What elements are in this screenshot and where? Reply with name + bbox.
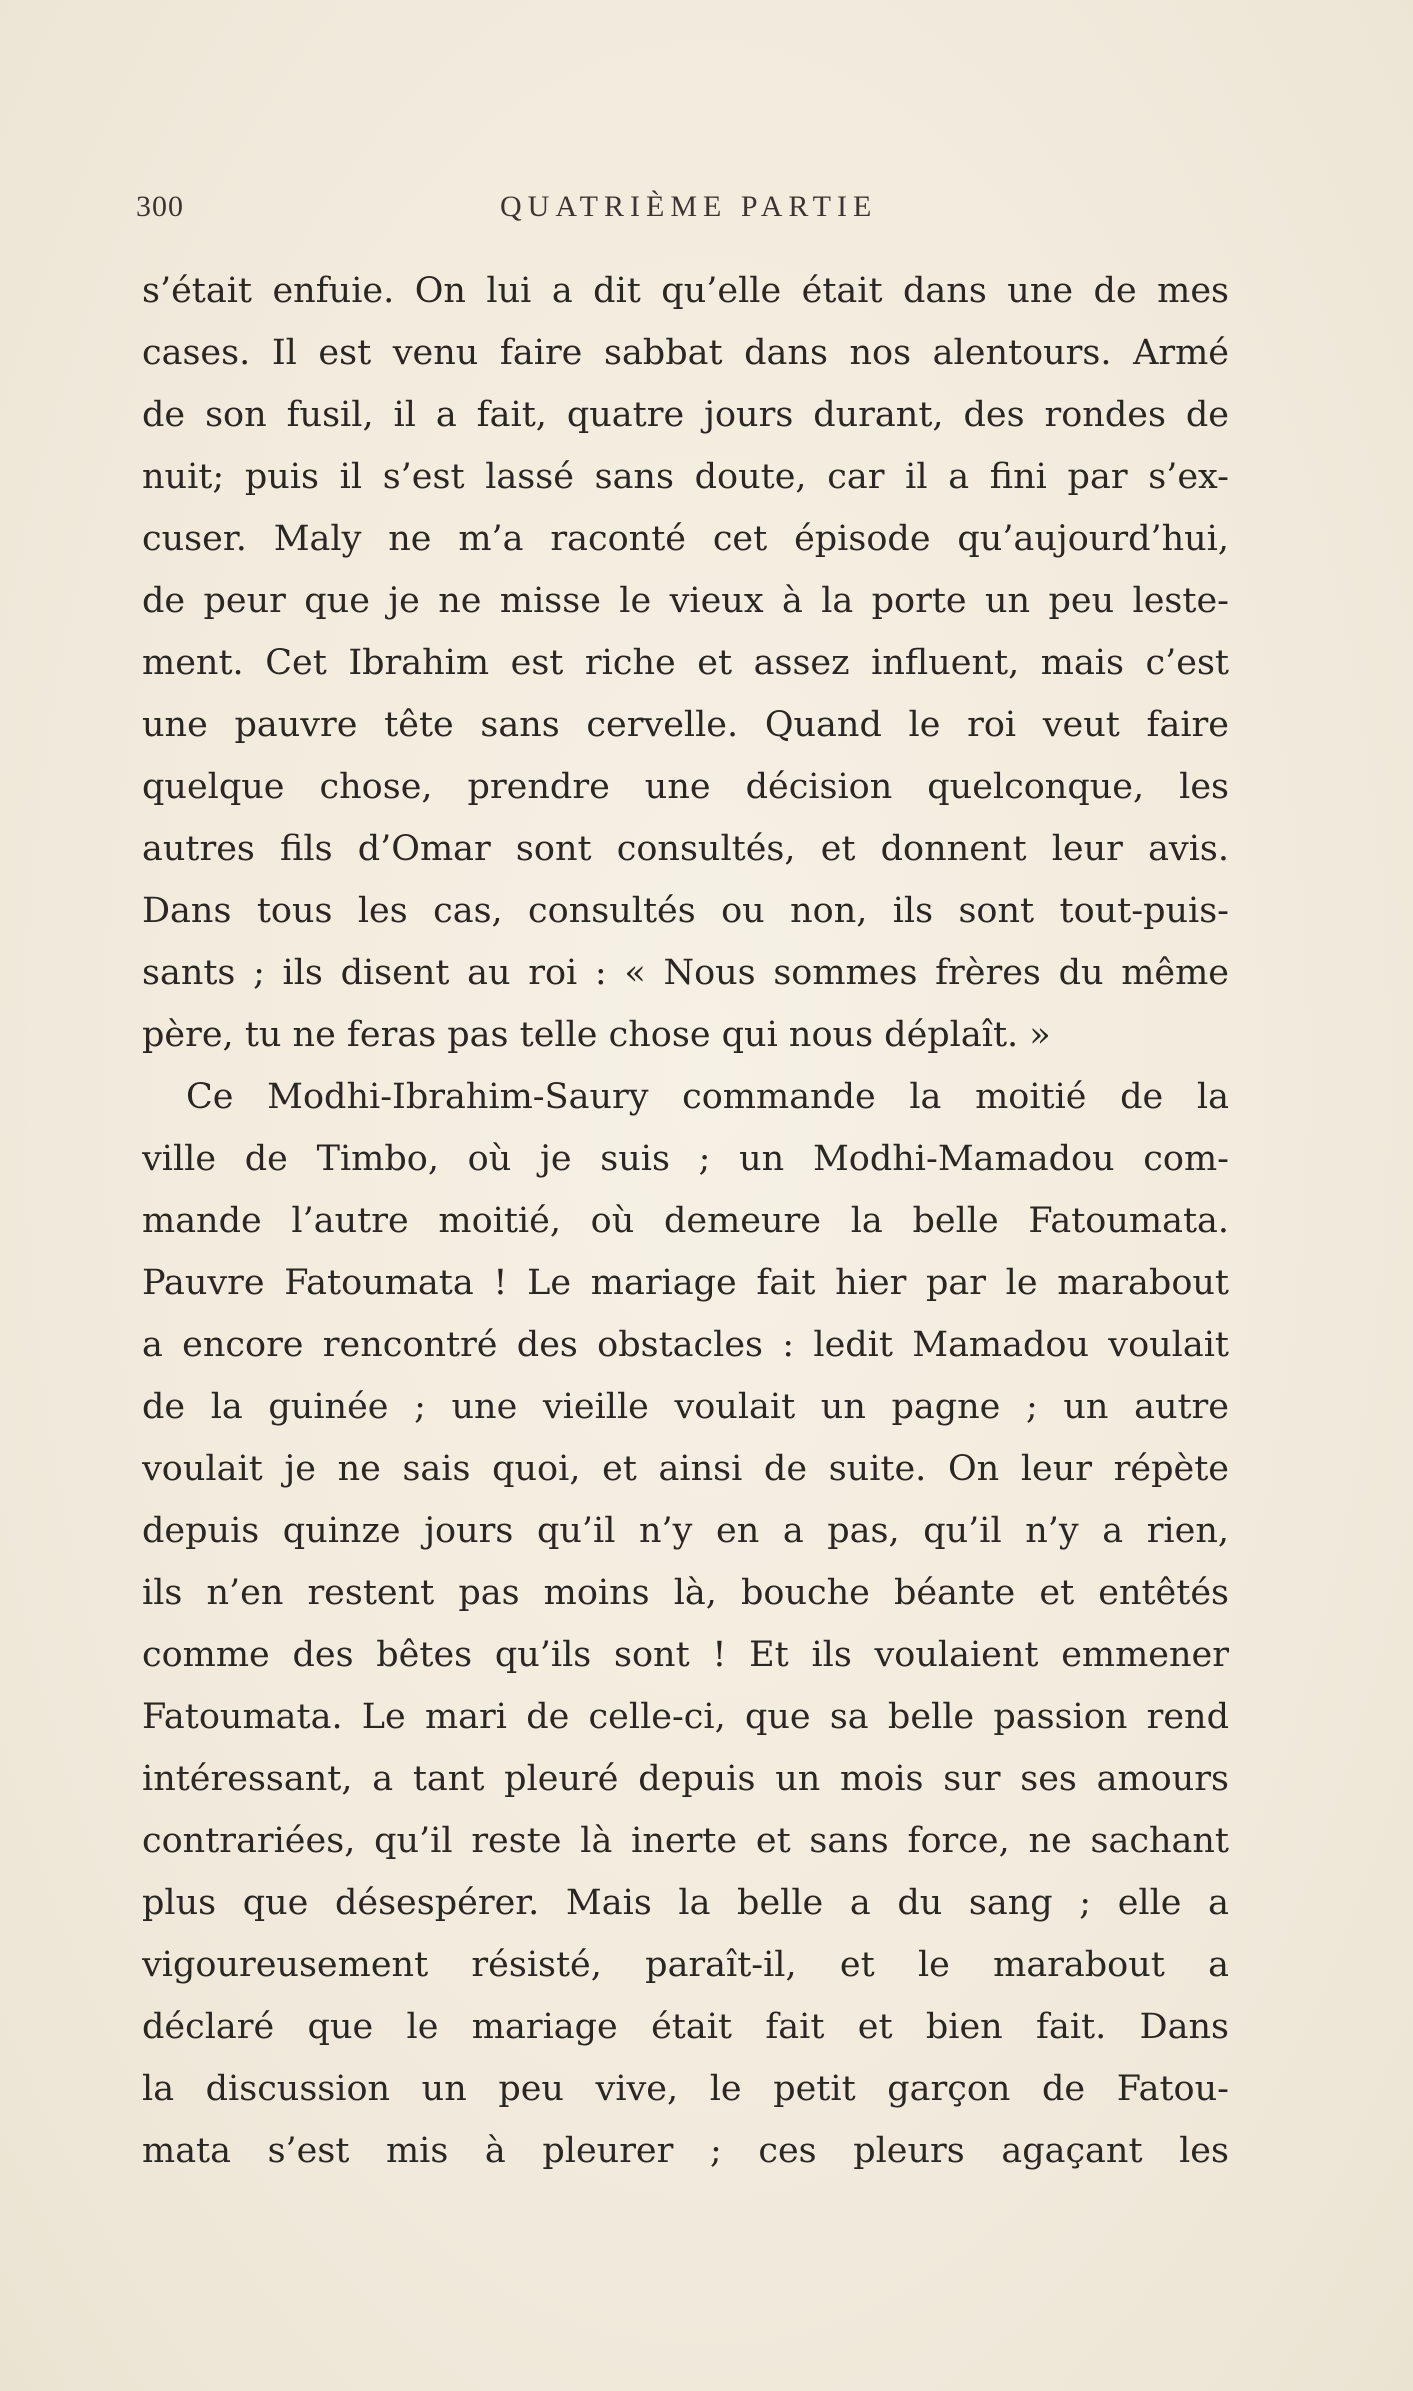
text-line: autres fils d’Omar sont consultés, et donnent leur avis. xyxy=(142,829,1229,869)
text-line: la discussion un peu vive, le petit garçon de Fatou- xyxy=(142,2069,1229,2109)
text-line: s’était enfuie. On lui a dit qu’elle était dans une de mes xyxy=(142,271,1229,311)
text-line: depuis quinze jours qu’il n’y en a pas, qu’il n’y a rien, xyxy=(142,1511,1229,1551)
text-line: de peur que je ne misse le vieux à la porte un peu leste- xyxy=(142,581,1229,621)
text-line: mata s’est mis à pleurer ; ces pleurs agaçant les xyxy=(142,2131,1229,2171)
body-text xyxy=(142,260,1229,2182)
text-line: mande l’autre moitié, où demeure la belle Fatoumata. xyxy=(142,1201,1229,1241)
paragraph-end-line: père, tu ne feras pas telle chose qui nous déplaît. » xyxy=(142,1015,1051,1055)
text-line: quelque chose, prendre une décision quelconque, les xyxy=(142,767,1229,807)
text-line: Dans tous les cas, consultés ou non, ils sont tout-puis- xyxy=(142,891,1229,931)
text-line: ville de Timbo, où je suis ; un Modhi-Mamadou com- xyxy=(142,1139,1229,1179)
text-line: nuit; puis il s’est lassé sans doute, car il a fini par s’ex- xyxy=(142,457,1229,497)
text-line: voulait je ne sais quoi, et ainsi de suite. On leur répète xyxy=(142,1449,1229,1489)
text-line: intéressant, a tant pleuré depuis un mois sur ses amours xyxy=(142,1759,1229,1799)
text-line: une pauvre tête sans cervelle. Quand le roi veut faire xyxy=(142,705,1229,745)
text-line: ment. Cet Ibrahim est riche et assez influent, mais c’est xyxy=(142,643,1229,683)
text-line: a encore rencontré des obstacles : ledit Mamadou voulait xyxy=(142,1325,1229,1365)
text-line: vigoureusement résisté, paraît-il, et le marabout a xyxy=(142,1945,1229,1985)
text-line: plus que désespérer. Mais la belle a du sang ; elle a xyxy=(142,1883,1229,1923)
text-line: contrariées, qu’il reste là inerte et sans force, ne sachant xyxy=(142,1821,1229,1861)
text-line: déclaré que le mariage était fait et bien fait. Dans xyxy=(142,2007,1229,2047)
text-line: sants ; ils disent au roi : « Nous sommes frères du même xyxy=(142,953,1229,993)
text-line: ils n’en restent pas moins là, bouche béante et entêtés xyxy=(142,1573,1229,1613)
text-line: Fatoumata. Le mari de celle-ci, que sa belle passion rend xyxy=(142,1697,1229,1737)
running-head xyxy=(0,190,1413,234)
text-line: de la guinée ; une vieille voulait un pagne ; un autre xyxy=(142,1387,1229,1427)
running-title: QUATRIÈME PARTIE xyxy=(500,190,878,223)
text-line: de son fusil, il a fait, quatre jours durant, des rondes de xyxy=(142,395,1229,435)
text-line: Pauvre Fatoumata ! Le mariage fait hier par le marabout xyxy=(142,1263,1229,1303)
page-number: 300 xyxy=(136,190,184,223)
text-line: comme des bêtes qu’ils sont ! Et ils voulaient emmener xyxy=(142,1635,1229,1675)
paragraph-start-line: Ce Modhi-Ibrahim-Saury commande la moitié de la xyxy=(186,1077,1229,1117)
text-line: cuser. Maly ne m’a raconté cet épisode qu’aujourd’hui, xyxy=(142,519,1229,559)
text-line: cases. Il est venu faire sabbat dans nos alentours. Armé xyxy=(142,333,1229,373)
